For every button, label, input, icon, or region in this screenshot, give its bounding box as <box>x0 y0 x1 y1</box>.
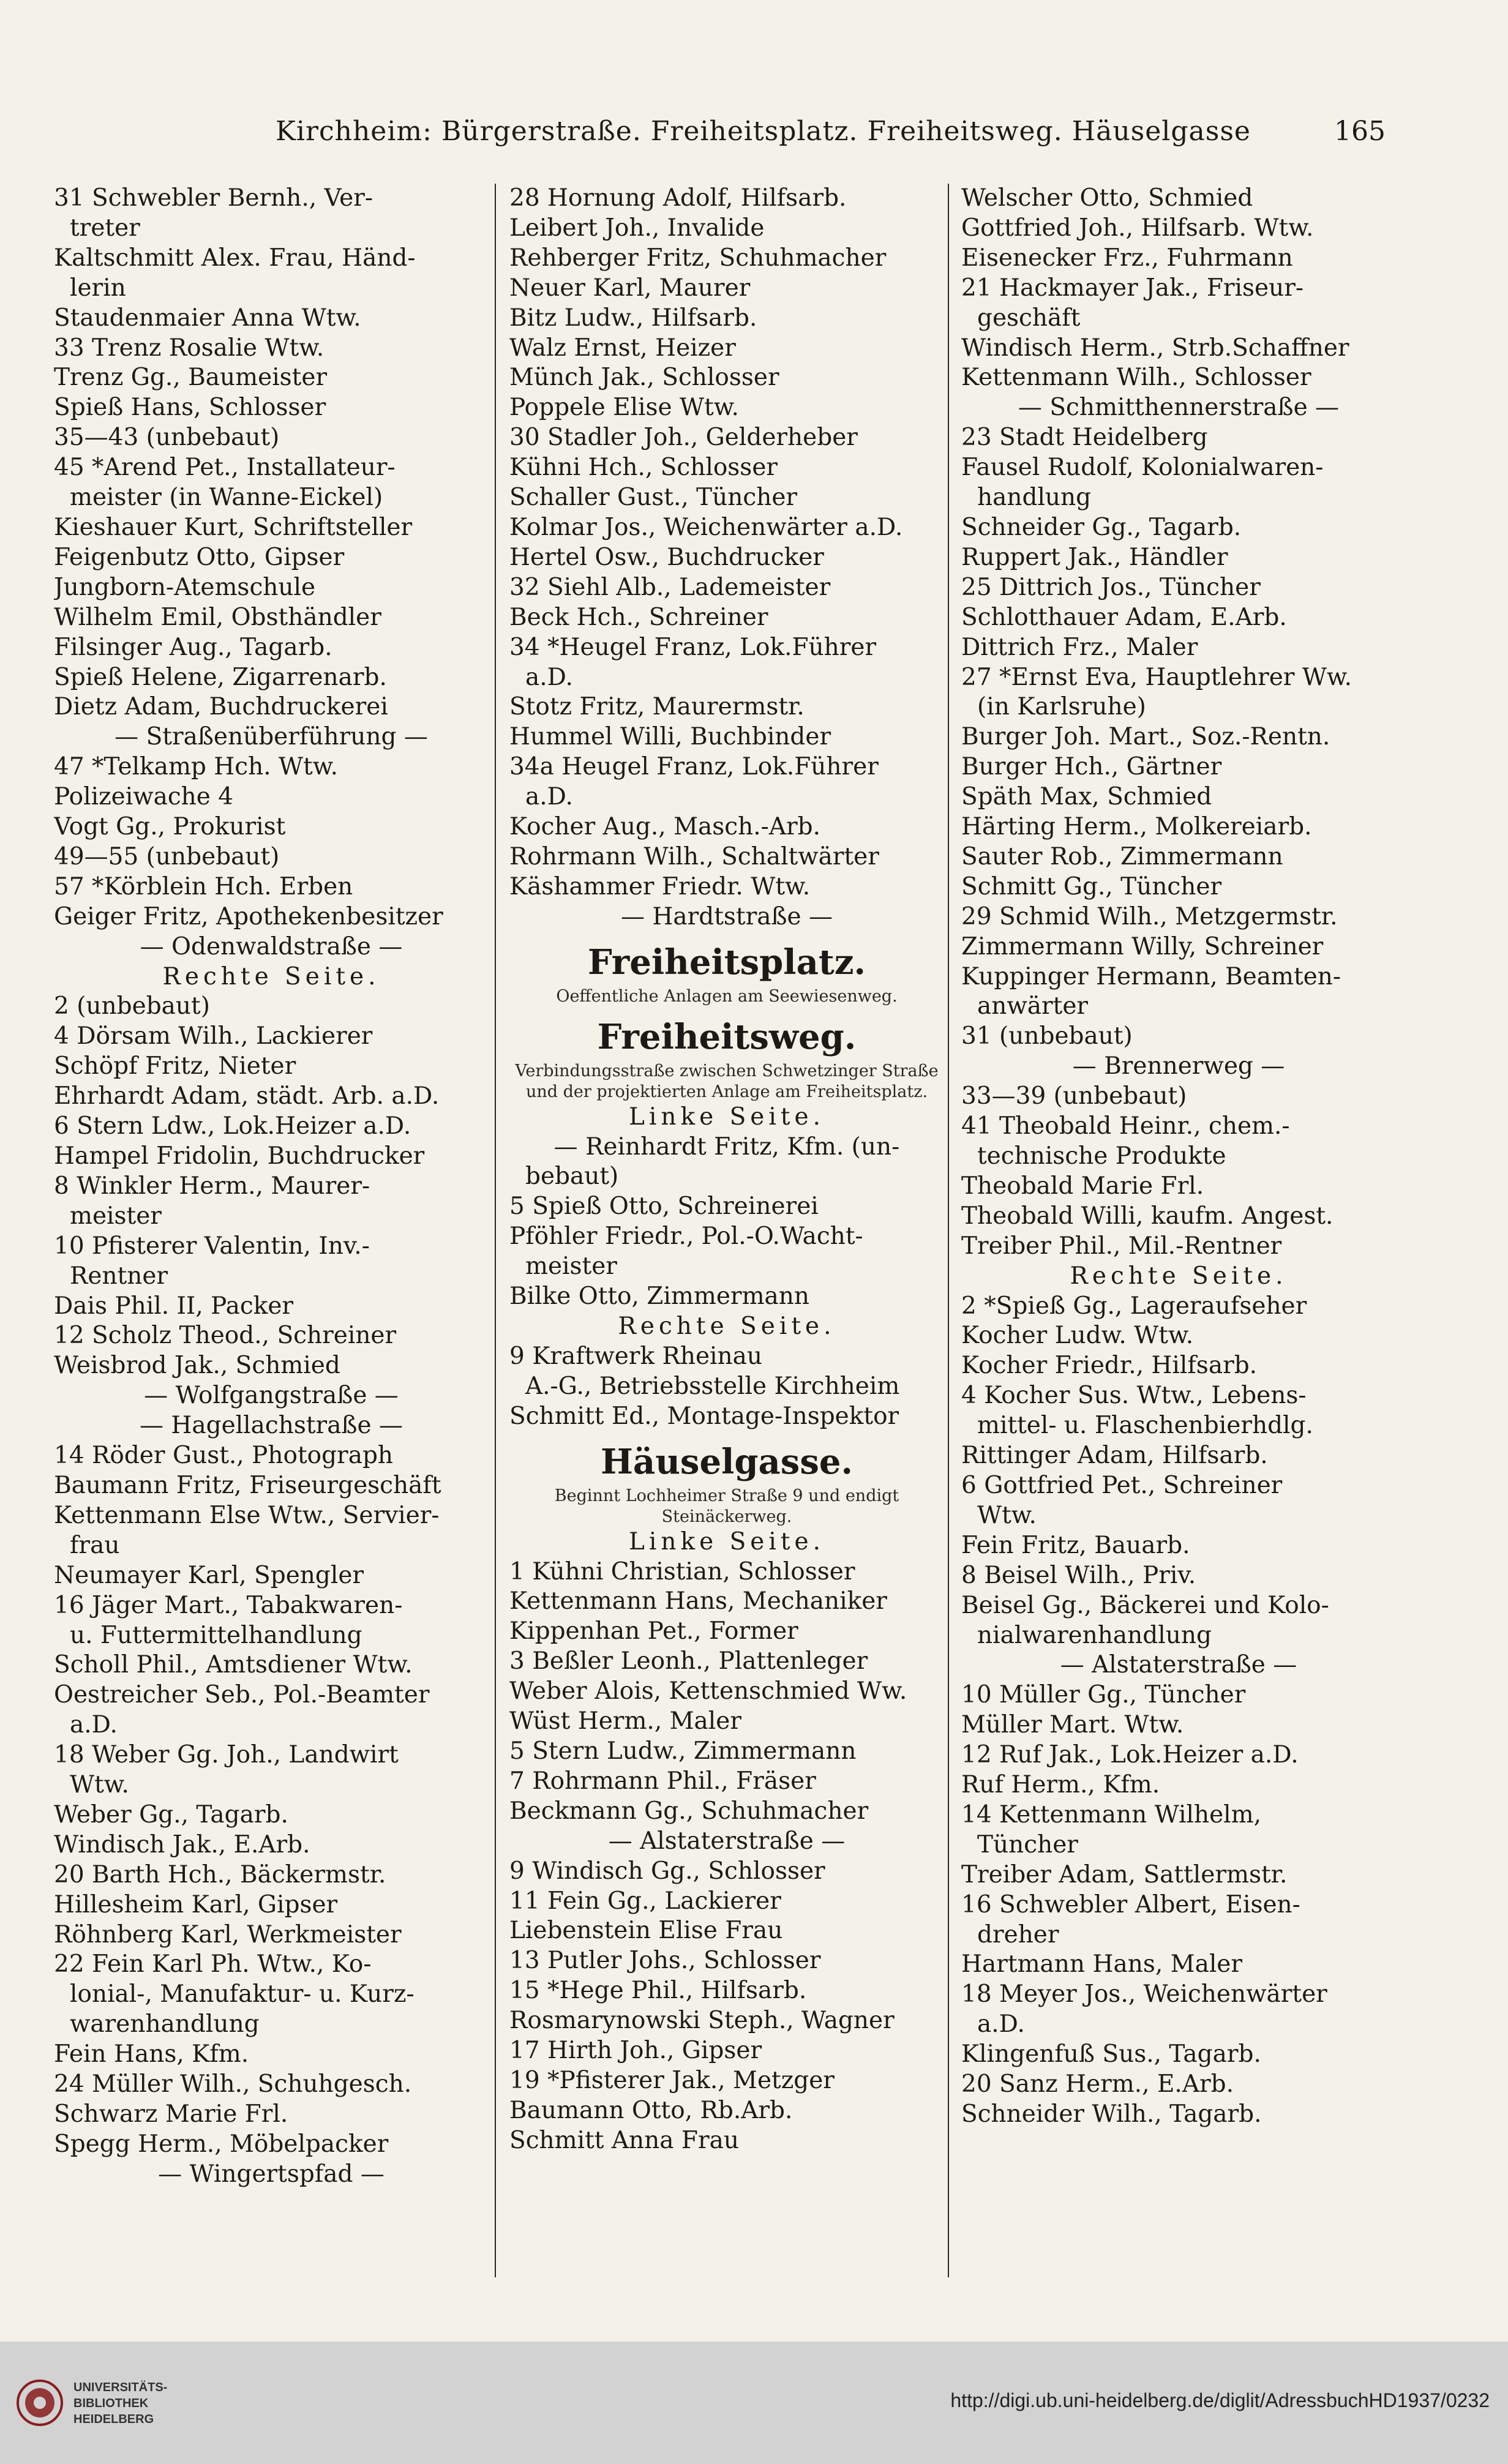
library-name-line2: BIBLIOTHEK <box>73 2397 149 2410</box>
entry-line: Walz Ernst, Heizer <box>509 334 736 362</box>
entry-line: — Reinhardt Fritz, Kfm. (un- <box>553 1133 900 1161</box>
section-note-haeuselgasse: Beginnt Lochheimer Straße 9 und endigt Steinäckerweg. <box>554 1486 899 1526</box>
entry-line: Fausel Rudolf, Kolonialwaren- <box>961 454 1324 482</box>
entry-line: Schneider Gg., Tagarb. <box>961 513 1242 541</box>
entry-line: anwärter <box>977 992 1089 1020</box>
entry-line: A.-G., Betriebsstelle Kirchheim <box>525 1372 900 1400</box>
entry-line: Geiger Fritz, Apothekenbesitzer <box>54 902 443 931</box>
entry-line: Beckmann Gg., Schuhmacher <box>509 1797 869 1825</box>
library-name <box>73 2380 167 2427</box>
library-name-line3: HEIDELBERG <box>73 2413 154 2426</box>
entry-line: a.D. <box>977 2010 1025 2039</box>
entry-line: Dietz Adam, Buchdruckerei <box>54 693 388 721</box>
entry-line: meister (in Wanne-Eickel) <box>70 484 383 512</box>
column-2 <box>509 184 944 2156</box>
entry-line: 27 *Ernst Eva, Hauptlehrer Ww. <box>961 663 1352 691</box>
entry-line: 10 Müller Gg., Tüncher <box>961 1681 1246 1709</box>
entry-line: Schlotthauer Adam, E.Arb. <box>961 603 1287 631</box>
column-1 <box>54 184 489 2190</box>
entry-line: Rechte Seite. <box>1070 1262 1288 1290</box>
entry-line: Röhnberg Karl, Werkmeister <box>54 1920 402 1949</box>
entry-line: 31 (unbebaut) <box>961 1022 1133 1050</box>
column-divider <box>948 184 949 2277</box>
entry-line: — Odenwaldstraße — <box>140 932 403 961</box>
entry-line: 57 *Körblein Hch. Erben <box>54 872 353 901</box>
entry-line: Bitz Ludw., Hilfsarb. <box>509 304 757 332</box>
entry-line: Schmitt Ed., Montage-Inspektor <box>509 1402 899 1430</box>
entry-line: Rittinger Adam, Hilfsarb. <box>961 1442 1268 1470</box>
entry-line: Linke Seite. <box>628 1527 825 1556</box>
entry-line: Kaltschmitt Alex. Frau, Händ- <box>54 244 416 272</box>
footer-bar <box>0 2342 1508 2464</box>
entry-line: Fein Fritz, Bauarb. <box>961 1531 1190 1559</box>
entry-line: 10 Pfisterer Valentin, Inv.- <box>54 1232 370 1260</box>
entry-line: 5 Spieß Otto, Schreinerei <box>509 1193 819 1221</box>
entry-line: 13 Putler Johs., Schlosser <box>509 1947 821 1975</box>
entry-line: Neumayer Karl, Spengler <box>54 1561 364 1589</box>
entry-line: 6 Stern Ldw., Lok.Heizer a.D. <box>54 1112 411 1140</box>
entry-line: Weber Gg., Tagarb. <box>54 1800 288 1829</box>
entry-line: 11 Fein Gg., Lackierer <box>509 1887 781 1915</box>
section-title-haeuselgasse: Häuselgasse. <box>601 1441 853 1482</box>
entry-line: 34a Heugel Franz, Lok.Führer <box>509 753 879 781</box>
entry-line: 45 *Arend Pet., Installateur- <box>54 454 396 482</box>
entry-line: 3 Beßler Leonh., Plattenleger <box>509 1647 868 1676</box>
entry-line: Tüncher <box>977 1830 1078 1859</box>
entry-line: 21 Hackmayer Jak., Friseur- <box>961 274 1304 302</box>
entry-line: bebaut) <box>525 1163 619 1191</box>
entry-line: Oestreicher Seb., Pol.-Beamter <box>54 1681 430 1709</box>
entry-line: Ruf Herm., Kfm. <box>961 1771 1160 1799</box>
entry-line: Trenz Gg., Baumeister <box>54 364 328 392</box>
entry-line: 14 Röder Gust., Photograph <box>54 1442 394 1470</box>
entry-line: 12 Scholz Theod., Schreiner <box>54 1322 397 1350</box>
entry-line: Welscher Otto, Schmied <box>961 184 1253 212</box>
entry-line: Schneider Wilh., Tagarb. <box>961 2100 1262 2128</box>
entry-line: a.D. <box>525 663 573 691</box>
column-3 <box>961 184 1396 2130</box>
entry-line: Kettenmann Else Wtw., Servier- <box>54 1501 440 1529</box>
entry-line: Rechte Seite. <box>162 962 380 990</box>
entry-line: Müller Mart. Wtw. <box>961 1711 1184 1739</box>
entry-line: Dais Phil. II, Packer <box>54 1292 294 1320</box>
entry-line: Schwarz Marie Frl. <box>54 2100 288 2128</box>
entry-line: 25 Dittrich Jos., Tüncher <box>961 573 1261 601</box>
entry-line: Kettenmann Wilh., Schlosser <box>961 364 1311 392</box>
entry-line: Beisel Gg., Bäckerei und Kolo- <box>961 1591 1329 1619</box>
entry-line: Beck Hch., Schreiner <box>509 603 768 631</box>
entry-line: Burger Hch., Gärtner <box>961 753 1222 781</box>
section-note-freiheitsweg: Verbindungsstraße zwischen Schwetzinger Straße und der projektierten Anlage am Freiheitsplatz. <box>515 1061 939 1101</box>
entry-line: 22 Fein Karl Ph. Wtw., Ko- <box>54 1950 372 1979</box>
entry-line: 33—39 (unbebaut) <box>961 1082 1187 1110</box>
entry-line: 24 Müller Wilh., Schuhgesch. <box>54 2070 412 2099</box>
entry-line: 18 Meyer Jos., Weichenwärter <box>961 1980 1327 2009</box>
entry-line: Eisenecker Frz., Fuhrmann <box>961 244 1293 272</box>
entry-line: Neuer Karl, Maurer <box>509 274 751 302</box>
entry-line: Kettenmann Hans, Mechaniker <box>509 1587 887 1616</box>
entry-line: Käshammer Friedr. Wtw. <box>509 872 811 901</box>
entry-line: Sauter Rob., Zimmermann <box>961 842 1283 871</box>
entry-line: treter <box>70 214 140 242</box>
entry-line: Härting Herm., Molkereiarb. <box>961 813 1312 841</box>
entry-line: Kocher Friedr., Hilfsarb. <box>961 1352 1258 1380</box>
entry-line: Fein Hans, Kfm. <box>54 2040 249 2069</box>
entry-line: Ehrhardt Adam, städt. Arb. a.D. <box>54 1082 440 1110</box>
entry-line: Vogt Gg., Prokurist <box>54 813 286 841</box>
entry-line: 32 Siehl Alb., Lademeister <box>509 573 831 601</box>
entry-line: Pföhler Friedr., Pol.-O.Wacht- <box>509 1223 863 1251</box>
entry-line: a.D. <box>70 1711 118 1739</box>
entry-line: lonial-, Manufaktur- u. Kurz- <box>70 1980 415 2009</box>
entry-line: Kippenhan Pet., Former <box>509 1617 798 1646</box>
entry-line: Rehberger Fritz, Schuhmacher <box>509 244 887 272</box>
freiheitsweg-entries <box>509 1103 944 1432</box>
entry-line: Wtw. <box>70 1771 129 1799</box>
entry-line: Wilhelm Emil, Obsthändler <box>54 603 381 631</box>
entry-line: 33 Trenz Rosalie Wtw. <box>54 334 324 362</box>
entry-line: — Straßenüberführung — <box>114 723 428 751</box>
entry-line: (in Karlsruhe) <box>977 693 1146 721</box>
entry-line: 16 Jäger Mart., Tabakwaren- <box>54 1591 403 1619</box>
entry-line: Kocher Aug., Masch.-Arb. <box>509 813 820 841</box>
entry-line: 29 Schmid Wilh., Metzgermstr. <box>961 902 1338 931</box>
entry-line: Jungborn-Atemschule <box>54 573 316 601</box>
entry-line: frau <box>70 1531 120 1559</box>
entry-line: 5 Stern Ludw., Zimmermann <box>509 1737 857 1765</box>
entry-line: Leibert Joh., Invalide <box>509 214 765 242</box>
entry-line: 4 Dörsam Wilh., Lackierer <box>54 1022 373 1050</box>
entry-line: 12 Ruf Jak., Lok.Heizer a.D. <box>961 1741 1299 1769</box>
entry-line: 6 Gottfried Pet., Schreiner <box>961 1471 1283 1499</box>
entry-line: 15 *Hege Phil., Hilfsarb. <box>509 1977 807 2005</box>
section-title-freiheitsplatz: Freiheitsplatz. <box>587 942 866 983</box>
entry-line: 2 *Spieß Gg., Lageraufseher <box>961 1292 1307 1320</box>
entry-line: Weisbrod Jak., Schmied <box>54 1352 340 1380</box>
entry-line: 4 Kocher Sus. Wtw., Lebens- <box>961 1382 1307 1410</box>
entry-line: — Wingertspfad — <box>158 2160 385 2188</box>
entry-line: 23 Stadt Heidelberg <box>961 424 1208 452</box>
entry-line: Hampel Fridolin, Buchdrucker <box>54 1142 425 1170</box>
entry-line: Späth Max, Schmied <box>961 783 1212 811</box>
entry-line: 31 Schwebler Bernh., Ver- <box>54 184 373 212</box>
entry-line: Wtw. <box>977 1501 1037 1529</box>
entry-line: Treiber Adam, Sattlermstr. <box>961 1860 1288 1889</box>
entry-line: Bilke Otto, Zimmermann <box>509 1283 810 1311</box>
entry-line: meister <box>70 1202 162 1230</box>
entry-line: 17 Hirth Joh., Gipser <box>509 2037 762 2065</box>
entry-line: handlung <box>977 484 1092 512</box>
entry-line: 1 Kühni Christian, Schlosser <box>509 1557 855 1586</box>
entry-line: u. Futtermittelhandlung <box>70 1621 362 1649</box>
entry-line: 28 Hornung Adolf, Hilfsarb. <box>509 184 847 212</box>
entry-line: Windisch Herm., Strb.Schaffner <box>961 334 1349 362</box>
entry-line: Theobald Willi, kaufm. Angest. <box>961 1202 1334 1230</box>
entry-line: Poppele Elise Wtw. <box>509 394 739 422</box>
entry-line: dreher <box>977 1920 1059 1949</box>
section-title-freiheitsweg: Freiheitsweg. <box>597 1016 857 1057</box>
column-divider <box>495 184 496 2277</box>
entry-line: 16 Schwebler Albert, Eisen- <box>961 1890 1300 1919</box>
entry-line: Treiber Phil., Mil.-Rentner <box>961 1232 1282 1260</box>
entry-line: Feigenbutz Otto, Gipser <box>54 543 345 571</box>
entry-line: geschäft <box>977 304 1081 332</box>
entry-line: Ruppert Jak., Händler <box>961 543 1228 571</box>
entry-line: — Hardtstraße — <box>620 902 833 931</box>
entry-line: Gottfried Joh., Hilfsarb. Wtw. <box>961 214 1314 242</box>
entry-line: Filsinger Aug., Tagarb. <box>54 633 332 661</box>
entry-line: — Schmitthennerstraße — <box>1018 394 1340 422</box>
entry-line: — Wolfgangstraße — <box>144 1382 399 1410</box>
entry-line: Staudenmaier Anna Wtw. <box>54 304 361 332</box>
entry-line: 9 Windisch Gg., Schlosser <box>509 1857 825 1885</box>
source-url[interactable]: http://digi.ub.uni-heidelberg.de/diglit/AdressbuchHD1937/0232 <box>950 2389 1490 2411</box>
entry-line: Kolmar Jos., Weichenwärter a.D. <box>509 513 903 541</box>
entry-line: warenhandlung <box>70 2010 260 2039</box>
entry-line: Wüst Herm., Maler <box>509 1707 741 1736</box>
entry-line: Stotz Fritz, Maurermstr. <box>509 693 805 721</box>
entry-line: Hummel Willi, Buchbinder <box>509 723 831 751</box>
entry-line: — Hagellachstraße — <box>140 1412 403 1440</box>
entry-line: 47 *Telkamp Hch. Wtw. <box>54 753 338 781</box>
entry-line: Spieß Hans, Schlosser <box>54 394 326 422</box>
library-name-line1: UNIVERSITÄTS- <box>73 2381 168 2394</box>
entry-line: Burger Joh. Mart., Soz.-Rentn. <box>961 723 1330 751</box>
entry-line: Kieshauer Kurt, Schriftsteller <box>54 513 413 541</box>
buergerstrasse-continued <box>509 184 944 932</box>
entry-line: — Alstaterstraße — <box>608 1827 846 1855</box>
entry-line: 8 Winkler Herm., Maurer- <box>54 1172 370 1200</box>
entry-line: 30 Stadler Joh., Gelderheber <box>509 424 858 452</box>
entry-line: Theobald Marie Frl. <box>961 1172 1204 1200</box>
entry-line: Rosmarynowski Steph., Wagner <box>509 2007 895 2035</box>
entry-line: meister <box>525 1253 617 1281</box>
entry-line: Schaller Gust., Tüncher <box>509 484 798 512</box>
entry-line: technische Produkte <box>977 1142 1226 1170</box>
entry-line: 8 Beisel Wilh., Priv. <box>961 1561 1196 1589</box>
entry-line: 35—43 (unbebaut) <box>54 424 280 452</box>
entry-line: Linke Seite. <box>628 1103 825 1131</box>
entry-line: 19 *Pfisterer Jak., Metzger <box>509 2066 835 2094</box>
entry-line: Baumann Otto, Rb.Arb. <box>509 2096 793 2124</box>
entry-line: Hertel Osw., Buchdrucker <box>509 543 824 571</box>
entry-line: Hillesheim Karl, Gipser <box>54 1890 338 1919</box>
entry-line: Münch Jak., Schlosser <box>509 364 779 392</box>
entry-line: Windisch Jak., E.Arb. <box>54 1830 310 1859</box>
entry-line: lerin <box>70 274 126 302</box>
entry-line: Schmitt Anna Frau <box>509 2126 739 2154</box>
entry-line: Kühni Hch., Schlosser <box>509 454 778 482</box>
entry-line: a.D. <box>525 783 573 811</box>
entry-line: Polizeiwache 4 <box>54 783 234 811</box>
entry-line: 2 (unbebaut) <box>54 992 210 1020</box>
entry-line: 34 *Heugel Franz, Lok.Führer <box>509 633 877 661</box>
entry-line: 20 Sanz Herm., E.Arb. <box>961 2070 1234 2099</box>
entry-line: Spieß Helene, Zigarrenarb. <box>54 663 387 691</box>
page-header: Kirchheim: Bürgerstraße. Freiheitsplatz. Freiheitsweg. Häuselgasse <box>276 116 1251 147</box>
section-note-freiheitsplatz: Oeffentliche Anlagen am Seewiesenweg. <box>556 986 898 1006</box>
entry-line: Scholl Phil., Amtsdiener Wtw. <box>54 1651 413 1679</box>
entry-line: 49—55 (unbebaut) <box>54 842 280 871</box>
university-seal-icon <box>15 2378 64 2427</box>
entry-line: Kuppinger Hermann, Beamten- <box>961 962 1341 990</box>
entry-line: Klingenfuß Sus., Tagarb. <box>961 2040 1261 2069</box>
entry-line: Rohrmann Wilh., Schaltwärter <box>509 842 879 871</box>
entry-line: 9 Kraftwerk Rheinau <box>509 1342 763 1370</box>
entry-line: Spegg Herm., Möbelpacker <box>54 2130 389 2158</box>
entry-line: Rentner <box>70 1262 168 1290</box>
entry-line: Weber Alois, Kettenschmied Ww. <box>509 1677 907 1706</box>
entry-line: — Brennerweg — <box>1072 1052 1285 1080</box>
entry-line: 18 Weber Gg. Joh., Landwirt <box>54 1741 399 1769</box>
entry-line: 7 Rohrmann Phil., Fräser <box>509 1767 816 1795</box>
entry-line: mittel- u. Flaschenbierhdlg. <box>977 1412 1313 1440</box>
haeuselgasse-entries <box>509 1527 944 2156</box>
entry-line: Dittrich Frz., Maler <box>961 633 1198 661</box>
entry-line: Zimmermann Willy, Schreiner <box>961 932 1324 961</box>
entry-line: Hartmann Hans, Maler <box>961 1950 1243 1979</box>
entry-line: 41 Theobald Heinr., chem.- <box>961 1112 1290 1140</box>
page-number: 165 <box>1334 116 1386 147</box>
entry-line: Rechte Seite. <box>618 1313 836 1340</box>
entry-line: Schöpf Fritz, Nieter <box>54 1052 296 1080</box>
entry-line: Baumann Fritz, Friseurgeschäft <box>54 1471 441 1499</box>
entry-line: — Alstaterstraße — <box>1060 1651 1297 1679</box>
entry-line: Kocher Ludw. Wtw. <box>961 1322 1194 1350</box>
entry-line: 20 Barth Hch., Bäckermstr. <box>54 1860 386 1889</box>
entry-line: 14 Kettenmann Wilhelm, <box>961 1800 1261 1829</box>
entry-line: nialwarenhandlung <box>977 1621 1212 1649</box>
entry-line: Liebenstein Elise Frau <box>509 1917 783 1945</box>
entry-line: Schmitt Gg., Tüncher <box>961 872 1222 901</box>
